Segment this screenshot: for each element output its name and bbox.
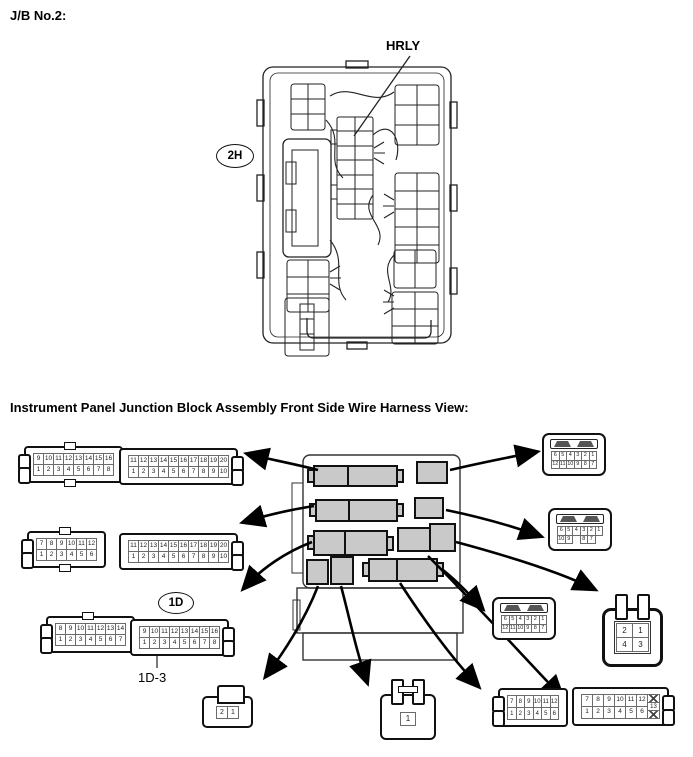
- pin-11: 11: [128, 540, 139, 552]
- harness-view-block: [292, 455, 463, 660]
- pin-12: 12: [86, 538, 97, 550]
- pin-7: 7: [93, 464, 104, 476]
- pin-12: 12: [551, 460, 560, 470]
- pin-11: 11: [76, 538, 87, 550]
- pin-12: 12: [550, 695, 560, 708]
- pin-12: 12: [636, 694, 648, 707]
- pin-grid: [400, 712, 416, 726]
- pin-13: 13: [179, 626, 190, 638]
- pin-3: 3: [632, 637, 649, 652]
- hrly-relay-label: HRLY: [386, 38, 421, 53]
- pin-11: 11: [159, 626, 170, 638]
- pin-11: 11: [85, 623, 96, 635]
- latch-tab: [64, 479, 76, 487]
- pin-7: 7: [589, 460, 598, 470]
- pin-17: 17: [188, 540, 199, 552]
- hrly-leader-line: [354, 56, 410, 136]
- latch-bump: [231, 554, 244, 571]
- pin-2: 2: [138, 466, 149, 478]
- pin-2: 2: [149, 637, 160, 649]
- pin-7: 7: [199, 637, 210, 649]
- pin-12: 12: [501, 624, 510, 634]
- pin-5: 5: [541, 707, 551, 720]
- pin-10: 10: [566, 460, 575, 470]
- pin-3: 3: [603, 706, 615, 719]
- pin-7: 7: [587, 535, 596, 545]
- pin-grid: [128, 540, 229, 563]
- pin-14: 14: [158, 455, 169, 467]
- pin-16: 16: [178, 540, 189, 552]
- pin-13: 13: [647, 702, 660, 711]
- pin-5: 5: [168, 551, 179, 563]
- pin-9: 9: [524, 624, 533, 634]
- pin-16: 16: [178, 455, 189, 467]
- pin-8: 8: [198, 466, 209, 478]
- pin-7: 7: [188, 551, 199, 563]
- pin-4: 4: [169, 637, 180, 649]
- pin-9: 9: [65, 623, 76, 635]
- pin-10: 10: [218, 466, 229, 478]
- pin-2: 2: [616, 623, 633, 638]
- pin-4: 4: [516, 615, 525, 625]
- pin-grid: [557, 526, 603, 544]
- pin-4: 4: [616, 637, 633, 652]
- pin-14: 14: [83, 453, 94, 465]
- pin-10: 10: [614, 694, 626, 707]
- pin-2: 2: [46, 549, 57, 561]
- pin-6: 6: [86, 549, 97, 561]
- pin-1: 1: [55, 634, 66, 646]
- pin-grid: [36, 538, 97, 561]
- pin-7: 7: [507, 695, 517, 708]
- top-latch: [550, 439, 598, 449]
- pin-14: 14: [115, 623, 126, 635]
- pin-1: 1: [632, 623, 649, 638]
- pin-6: 6: [178, 466, 189, 478]
- harness-plug-faces: [307, 462, 455, 584]
- harness-arrows: [244, 452, 594, 697]
- pin-20: 20: [218, 455, 229, 467]
- pin-16: 16: [103, 453, 114, 465]
- connector-12pin-right-top: [542, 433, 606, 476]
- pin-grid: [581, 694, 648, 719]
- connector-12pin-mid-left: [27, 531, 106, 568]
- pin-1: 1: [128, 466, 139, 478]
- pin-2: 2: [516, 707, 526, 720]
- top-latch: [500, 603, 548, 613]
- pin-12: 12: [63, 453, 74, 465]
- pin-13: 13: [73, 453, 84, 465]
- latch-bump: [18, 467, 31, 484]
- pin-6: 6: [178, 551, 189, 563]
- pin-5: 5: [565, 526, 574, 536]
- pin-10: 10: [75, 623, 86, 635]
- connector-prong: [615, 594, 628, 620]
- connector-code-2h: 2H: [216, 144, 254, 168]
- connector-13pin-bottom-far-right: [572, 687, 669, 726]
- pin-3: 3: [580, 526, 589, 536]
- pin-14: 14: [189, 626, 200, 638]
- pin-11: 11: [559, 460, 568, 470]
- pin-10: 10: [516, 624, 525, 634]
- pin-8: 8: [581, 460, 590, 470]
- pin-1: 1: [589, 451, 598, 461]
- pin-9: 9: [56, 538, 67, 550]
- pin-12: 12: [138, 455, 149, 467]
- pin-5: 5: [559, 451, 568, 461]
- connector-16pin-top-left: [24, 446, 123, 483]
- pin-11: 11: [53, 453, 64, 465]
- pin-8: 8: [209, 637, 220, 649]
- pin-last-column: [647, 694, 660, 719]
- pin-callout-1d-3: 1D-3: [138, 670, 167, 685]
- pin-2: 2: [138, 551, 149, 563]
- pin-6: 6: [636, 706, 648, 719]
- pin-5: 5: [76, 549, 87, 561]
- pin-1: 1: [227, 706, 239, 719]
- pin-7: 7: [188, 466, 199, 478]
- pin-12: 12: [138, 540, 149, 552]
- pin-9: 9: [574, 460, 583, 470]
- pin-grid: [139, 626, 220, 649]
- latch-tab: [59, 527, 71, 535]
- pin-grid: [128, 455, 229, 478]
- pin-3: 3: [524, 707, 534, 720]
- pin-2: 2: [216, 706, 228, 719]
- pin-11: 11: [509, 624, 518, 634]
- latch-bump: [40, 637, 53, 654]
- latch-bump: [21, 552, 34, 569]
- latch-bump: [662, 709, 675, 726]
- pin-19: 19: [208, 540, 219, 552]
- pin-17: 17: [188, 455, 199, 467]
- jb-no2-diagram: [257, 56, 457, 356]
- pin-11: 11: [625, 694, 637, 707]
- pin-1: 1: [36, 549, 47, 561]
- pin-5: 5: [73, 464, 84, 476]
- pin-6: 6: [105, 634, 116, 646]
- pin-15: 15: [93, 453, 104, 465]
- connector-14pin-bottom-left: [46, 616, 135, 653]
- latch-tab: [82, 612, 94, 620]
- pin-4: 4: [63, 464, 74, 476]
- pin-10: 10: [533, 695, 543, 708]
- pin-3: 3: [574, 451, 583, 461]
- pin-10: 10: [149, 626, 160, 638]
- latch-tab: [59, 564, 71, 572]
- pin-18: 18: [198, 455, 209, 467]
- connector-1d-16pin: [130, 619, 229, 656]
- pin-2: 2: [581, 451, 590, 461]
- pin-4: 4: [566, 451, 575, 461]
- latch-bump: [231, 469, 244, 486]
- pin-9: 9: [33, 453, 44, 465]
- pin-9: 9: [565, 535, 574, 545]
- jb-no2-label: J/B No.2:: [10, 8, 67, 23]
- pin-grid: [33, 453, 114, 476]
- pin-10: 10: [557, 535, 566, 545]
- connector-20pin-mid-left: [119, 533, 238, 570]
- connector-1pin-bottom: [380, 694, 436, 740]
- connector-20pin-top-left: [119, 448, 238, 485]
- pin-3: 3: [159, 637, 170, 649]
- pin-3: 3: [148, 466, 159, 478]
- pin-7: 7: [539, 624, 548, 634]
- pin-3: 3: [148, 551, 159, 563]
- pin-5: 5: [625, 706, 637, 719]
- connector-prong-bar: [398, 686, 419, 693]
- pin-blocked: [647, 710, 660, 719]
- connector-prong: [637, 594, 650, 620]
- pin-1: 1: [400, 712, 416, 726]
- pin-8: 8: [46, 538, 57, 550]
- pin-14: 14: [158, 540, 169, 552]
- pin-6: 6: [189, 637, 200, 649]
- latch-bump: [492, 710, 505, 727]
- pin-grid: [507, 695, 559, 720]
- pin-10: 10: [43, 453, 54, 465]
- pin-1: 1: [539, 615, 548, 625]
- pin-4: 4: [572, 526, 581, 536]
- pin-grid: [55, 623, 126, 646]
- pin-8: 8: [55, 623, 66, 635]
- pin-20: 20: [218, 540, 229, 552]
- connector-12pin-bottom-right: [498, 688, 568, 727]
- pin-8: 8: [531, 624, 540, 634]
- pin-1: 1: [33, 464, 44, 476]
- pin-3: 3: [524, 615, 533, 625]
- latch-tab: [64, 442, 76, 450]
- pin-12: 12: [95, 623, 106, 635]
- connector-2pin-bottom: [202, 696, 253, 728]
- pin-18: 18: [198, 540, 209, 552]
- connector-4pin-far-right: [602, 608, 663, 667]
- pin-4: 4: [66, 549, 77, 561]
- pin-3: 3: [53, 464, 64, 476]
- pin-11: 11: [128, 455, 139, 467]
- pin-grid: [551, 451, 597, 469]
- top-latch: [556, 514, 604, 524]
- pin-12: 12: [169, 626, 180, 638]
- pin-6: 6: [550, 707, 560, 720]
- pin-7: 7: [581, 694, 593, 707]
- pin-10: 10: [66, 538, 77, 550]
- pin-6: 6: [557, 526, 566, 536]
- pin-1: 1: [507, 707, 517, 720]
- pin-13: 13: [148, 540, 159, 552]
- pin-10: 10: [218, 551, 229, 563]
- pin-15: 15: [168, 455, 179, 467]
- pin-9: 9: [139, 626, 150, 638]
- harness-view-heading: Instrument Panel Junction Block Assembly Front Side Wire Harness View:: [10, 400, 469, 415]
- pin-13: 13: [105, 623, 116, 635]
- pin-7: 7: [115, 634, 126, 646]
- pin-6: 6: [501, 615, 510, 625]
- pin-2: 2: [592, 706, 604, 719]
- pin-6: 6: [551, 451, 560, 461]
- pin-8: 8: [103, 464, 114, 476]
- pin-5: 5: [168, 466, 179, 478]
- pin-6: 6: [83, 464, 94, 476]
- pin-grid: [614, 621, 651, 654]
- pin-9: 9: [208, 466, 219, 478]
- pin-15: 15: [168, 540, 179, 552]
- pin-1: 1: [581, 706, 593, 719]
- connector-10pin-right-mid: [548, 508, 612, 551]
- pin-3: 3: [56, 549, 67, 561]
- pin-5: 5: [179, 637, 190, 649]
- latch-tab: [217, 685, 245, 704]
- pin-2: 2: [65, 634, 76, 646]
- pin-8: 8: [580, 535, 589, 545]
- pin-1: 1: [595, 526, 604, 536]
- latch-bump: [222, 640, 235, 657]
- pin-3: 3: [75, 634, 86, 646]
- pin-8: 8: [198, 551, 209, 563]
- pin-7: 7: [36, 538, 47, 550]
- pin-15: 15: [199, 626, 210, 638]
- pin-1: 1: [139, 637, 150, 649]
- pin-13: 13: [148, 455, 159, 467]
- pin-4: 4: [158, 466, 169, 478]
- pin-11: 11: [541, 695, 551, 708]
- pin-8: 8: [592, 694, 604, 707]
- pin-2: 2: [531, 615, 540, 625]
- pin-9: 9: [603, 694, 615, 707]
- pin-19: 19: [208, 455, 219, 467]
- connector-12pin-center-right: [492, 597, 556, 640]
- pin-grid: [216, 706, 239, 719]
- pin-9: 9: [524, 695, 534, 708]
- pin-2: 2: [587, 526, 596, 536]
- pin-9: 9: [208, 551, 219, 563]
- pin-2: 2: [43, 464, 54, 476]
- pin-5: 5: [509, 615, 518, 625]
- pin-4: 4: [533, 707, 543, 720]
- pin-5: 5: [95, 634, 106, 646]
- pin-16: 16: [209, 626, 220, 638]
- pin-4: 4: [85, 634, 96, 646]
- pin-8: 8: [516, 695, 526, 708]
- pin-4: 4: [158, 551, 169, 563]
- pin-1: 1: [128, 551, 139, 563]
- pin-grid: [501, 615, 547, 633]
- pin-4: 4: [614, 706, 626, 719]
- connector-code-1d: 1D: [158, 592, 194, 614]
